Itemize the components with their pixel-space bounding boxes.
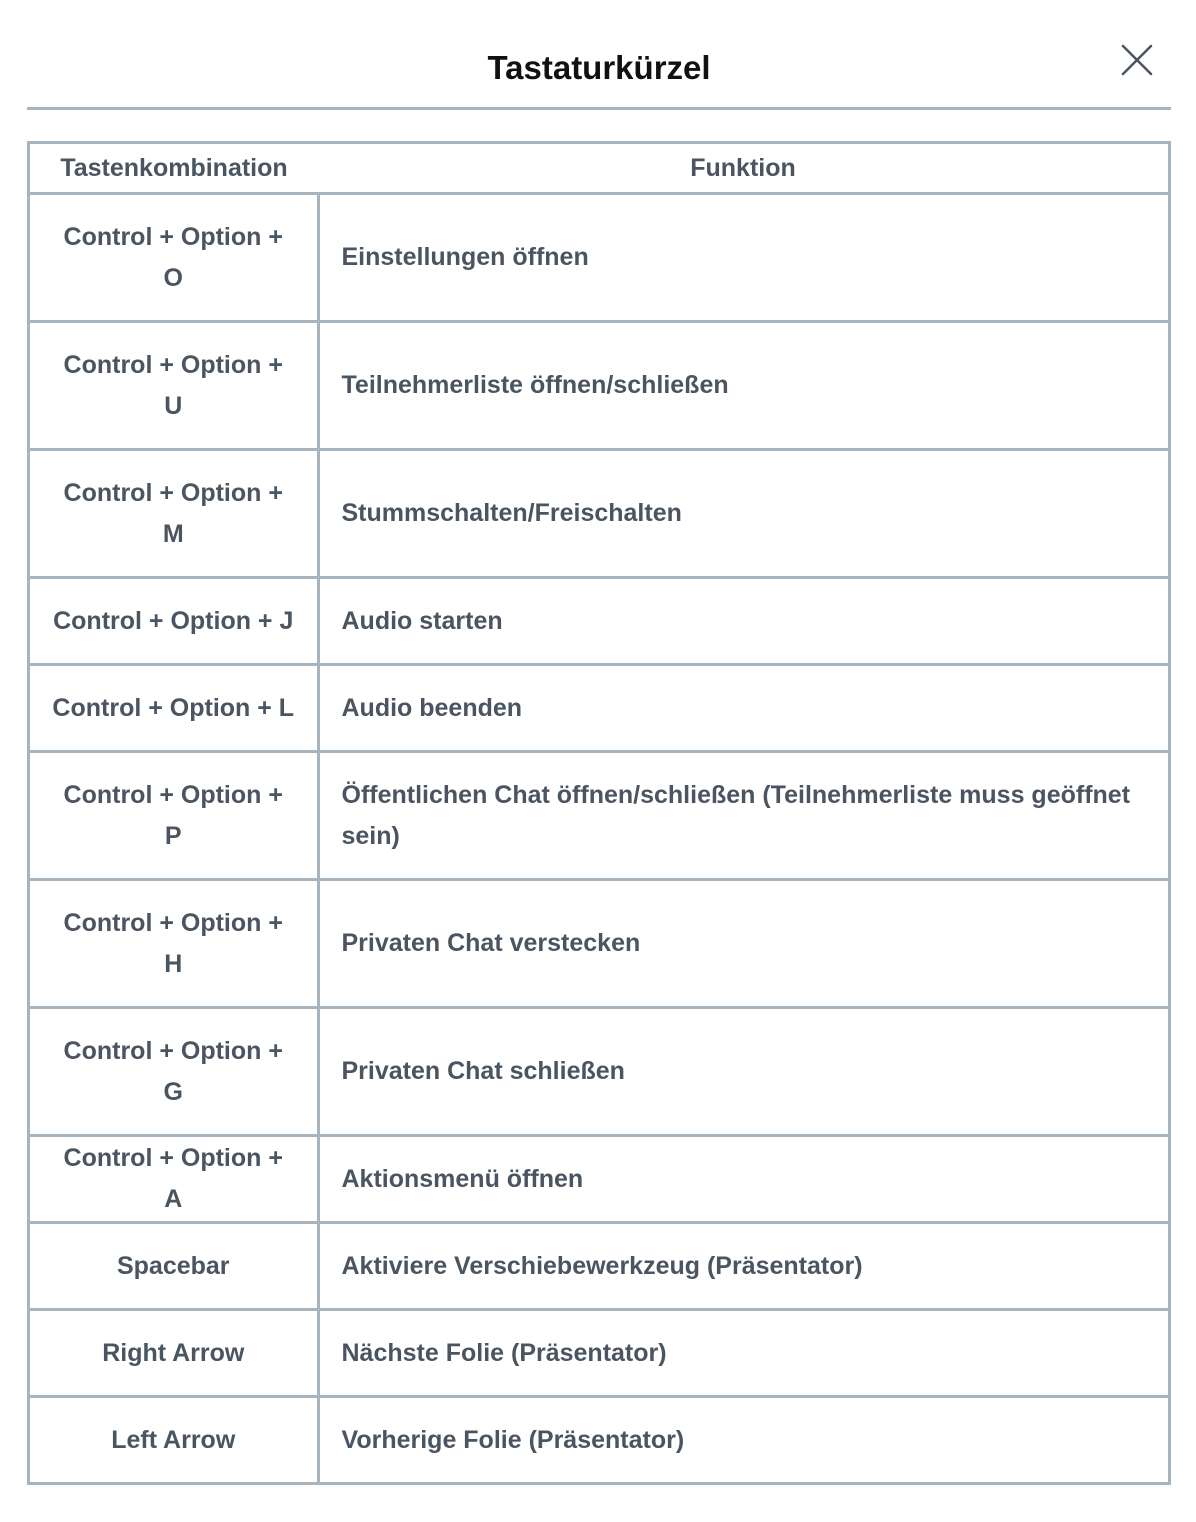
shortcut-function: Stummschalten/Freischalten <box>318 450 1170 578</box>
shortcut-combination: Control + Option + U <box>29 322 319 450</box>
shortcut-combination: Control + Option + H <box>29 880 319 1008</box>
shortcut-function: Vorherige Folie (Präsentator) <box>318 1397 1170 1484</box>
table-row <box>29 1310 1170 1397</box>
shortcut-function: Privaten Chat verstecken <box>318 880 1170 1008</box>
shortcut-combination: Control + Option + J <box>29 578 319 665</box>
close-icon <box>1117 40 1157 80</box>
shortcut-combination: Control + Option + G <box>29 1008 319 1136</box>
shortcut-function: Öffentlichen Chat öffnen/schließen (Teilnehmerliste muss geöffnet sein) <box>318 752 1170 880</box>
shortcut-function: Audio beenden <box>318 665 1170 752</box>
table-row <box>29 1397 1170 1484</box>
table-row <box>29 752 1170 880</box>
shortcut-combination: Control + Option + L <box>29 665 319 752</box>
shortcut-combination: Right Arrow <box>29 1310 319 1397</box>
shortcut-combination: Left Arrow <box>29 1397 319 1484</box>
table-row <box>29 1223 1170 1310</box>
table-row <box>29 1136 1170 1223</box>
shortcuts-table <box>27 141 1171 1485</box>
header-function: Funktion <box>318 143 1170 194</box>
modal-title: Tastaturkürzel <box>487 49 711 86</box>
table-row <box>29 1008 1170 1136</box>
modal-header <box>27 0 1171 110</box>
shortcut-function: Aktionsmenü öffnen <box>318 1136 1170 1223</box>
shortcut-combination: Spacebar <box>29 1223 319 1310</box>
header-combination: Tastenkombination <box>29 143 319 194</box>
shortcut-function: Privaten Chat schließen <box>318 1008 1170 1136</box>
shortcut-function: Audio starten <box>318 578 1170 665</box>
close-button[interactable] <box>1117 40 1157 80</box>
shortcut-combination: Control + Option + A <box>29 1136 319 1223</box>
table-row <box>29 322 1170 450</box>
table-row <box>29 194 1170 322</box>
shortcut-function: Nächste Folie (Präsentator) <box>318 1310 1170 1397</box>
table-row <box>29 450 1170 578</box>
table-header-row <box>29 143 1170 194</box>
shortcut-combination: Control + Option + O <box>29 194 319 322</box>
shortcut-combination: Control + Option + M <box>29 450 319 578</box>
table-row <box>29 880 1170 1008</box>
table-row <box>29 665 1170 752</box>
shortcut-combination: Control + Option + P <box>29 752 319 880</box>
shortcut-function: Einstellungen öffnen <box>318 194 1170 322</box>
shortcut-function: Aktiviere Verschiebewerkzeug (Präsentator) <box>318 1223 1170 1310</box>
table-row <box>29 578 1170 665</box>
shortcut-function: Teilnehmerliste öffnen/schließen <box>318 322 1170 450</box>
